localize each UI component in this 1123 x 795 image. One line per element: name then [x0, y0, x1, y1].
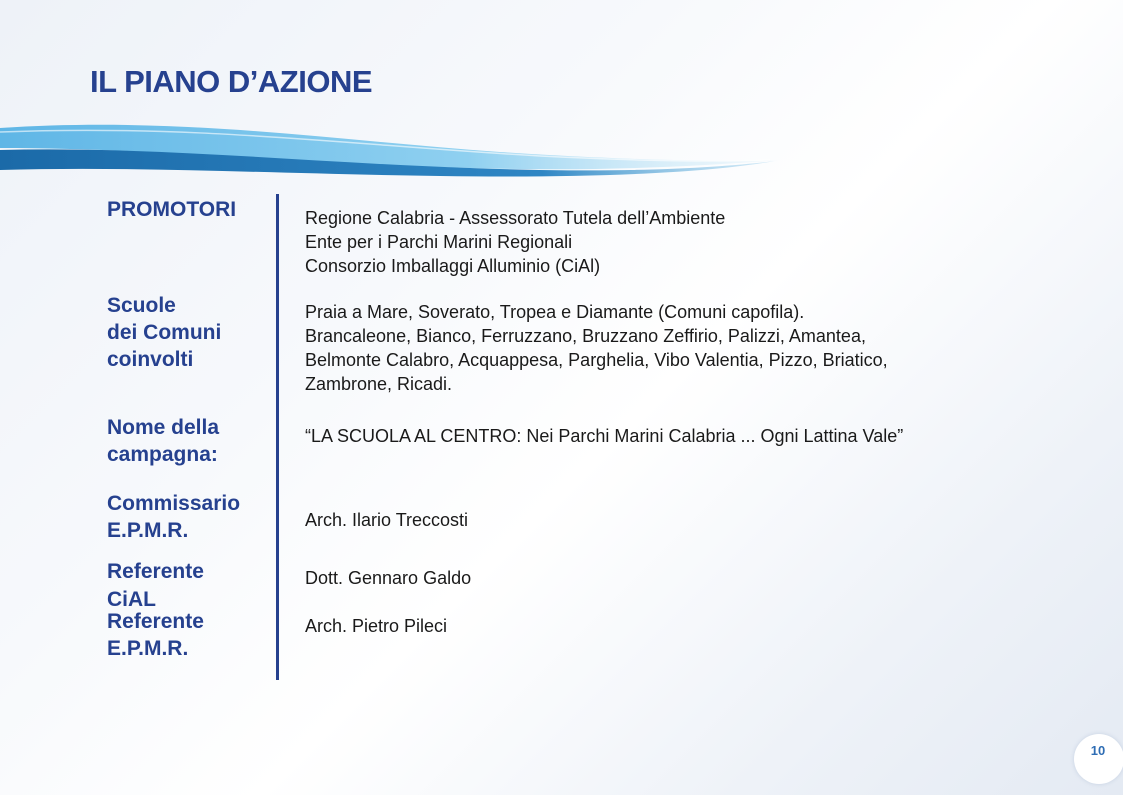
vertical-divider — [276, 194, 279, 680]
value-commissario: Arch. Ilario Treccosti — [305, 510, 469, 530]
label-promotori: PROMOTORI — [107, 198, 237, 221]
label-referente-cial: Referente CiAL — [107, 560, 204, 611]
value-referente-cial: Dott. Gennaro Galdo — [305, 568, 472, 588]
value-promotori: Regione Calabria - Assessorato Tutela dell’Ambiente Ente per i Parchi Marini Regionali Consorzio Imballaggi Alluminio (CiAl) — [305, 208, 726, 276]
value-campagna: “LA SCUOLA AL CENTRO: Nei Parchi Marini Calabria ... Ogni Lattina Vale” — [305, 426, 904, 446]
label-referente-epmr: Referente E.P.M.R. — [107, 610, 204, 660]
label-scuole: Scuole dei Comuni coinvolti — [107, 294, 222, 371]
value-referente-epmr: Arch. Pietro Pileci — [305, 616, 448, 636]
label-campagna: Nome della campagna: — [107, 416, 220, 466]
decorative-wave — [0, 118, 790, 178]
page-number: 10 — [1074, 734, 1123, 784]
slide-title: IL PIANO D’AZIONE — [90, 64, 373, 99]
label-commissario: Commissario E.P.M.R. — [107, 492, 241, 542]
value-scuole: Praia a Mare, Soverato, Tropea e Diamante (Comuni capofila). Brancaleone, Bianco, Ferruzzano, Bruzzano Zeffirio, Palizzi, Amantea, Belmonte Calabro, Acquappesa, Parghelia, Vibo Valentia, Pizzo, Briatico, Zambrone, Ricadi. — [305, 302, 888, 394]
